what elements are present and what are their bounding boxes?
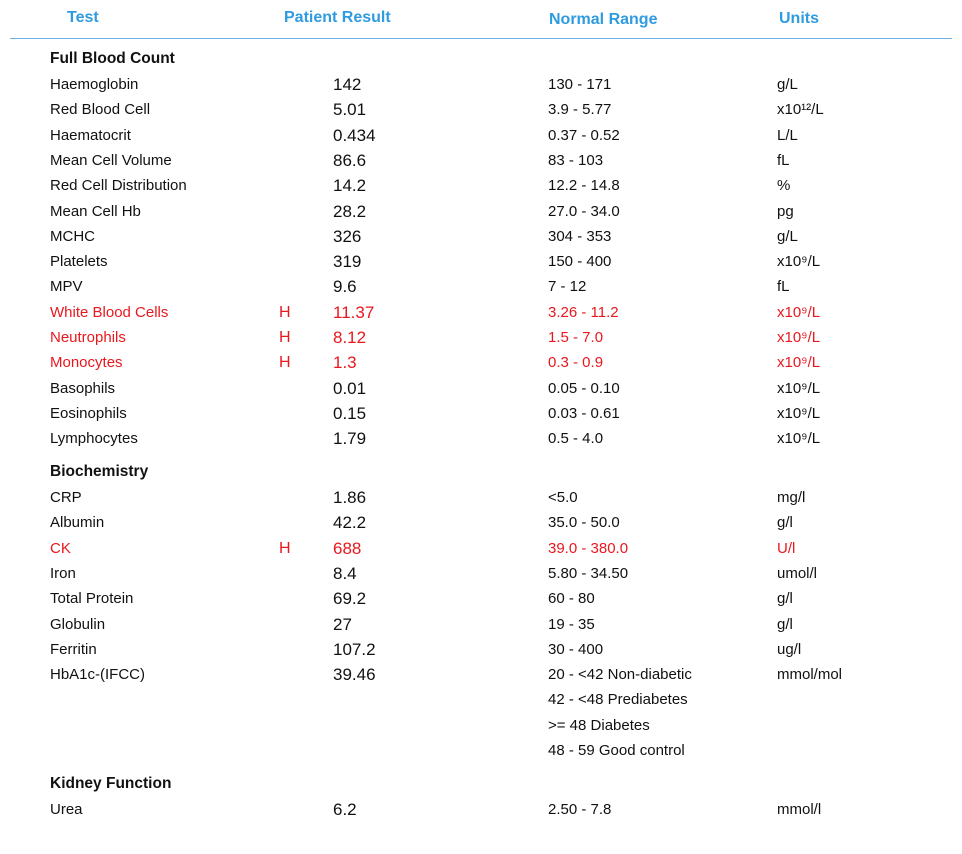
units-value: fL [777, 151, 790, 169]
test-name: Monocytes [50, 354, 123, 372]
result-row [0, 377, 962, 401]
units-value: % [777, 177, 791, 195]
normal-range-value: 7 - 12 [548, 278, 587, 296]
high-flag: H [279, 354, 291, 372]
result-row [0, 275, 962, 299]
test-name: Albumin [50, 514, 105, 532]
section-heading [0, 47, 962, 71]
patient-result-value: 326 [333, 226, 362, 246]
column-header-normal-range: Normal Range [549, 11, 658, 28]
test-name: MPV [50, 278, 83, 296]
patient-result-value: 14.2 [333, 176, 367, 196]
result-row [0, 326, 962, 350]
normal-range-value: 35.0 - 50.0 [548, 514, 620, 532]
column-header-patient-result: Patient Result [284, 9, 391, 26]
patient-result-value: 11.37 [333, 302, 375, 322]
test-name: Ferritin [50, 640, 97, 658]
patient-result-value: 0.15 [333, 403, 367, 423]
normal-range-value: 0.3 - 0.9 [548, 354, 604, 372]
units-value: g/l [777, 514, 793, 532]
patient-result-value: 9.6 [333, 277, 357, 297]
patient-result-value: 28.2 [333, 201, 367, 221]
result-row [0, 250, 962, 274]
patient-result-value: 1.3 [333, 353, 357, 373]
test-name: Urea [50, 801, 83, 818]
result-row [0, 427, 962, 451]
result-row [0, 124, 962, 148]
test-name: Mean Cell Hb [50, 202, 141, 220]
section-title: Kidney Function [50, 775, 172, 792]
result-row [0, 200, 962, 224]
normal-range-value: 19 - 35 [548, 615, 595, 633]
result-row [0, 714, 962, 738]
section-title: Full Blood Count [50, 50, 175, 67]
result-row [0, 174, 962, 198]
normal-range-value: 12.2 - 14.8 [548, 177, 620, 195]
units-value: pg [777, 202, 794, 220]
units-value: g/l [777, 590, 793, 608]
normal-range-value: 39.0 - 380.0 [548, 539, 629, 557]
normal-range-value: 130 - 171 [548, 76, 612, 93]
test-name: Total Protein [50, 590, 134, 608]
test-name: MCHC [50, 227, 95, 245]
high-flag: H [279, 539, 291, 557]
normal-range-value: 48 - 59 Good control [548, 742, 685, 759]
result-row [0, 98, 962, 122]
patient-result-value: 1.86 [333, 488, 367, 507]
normal-range-value: <5.0 [548, 489, 578, 506]
test-name: Haematocrit [50, 126, 131, 144]
normal-range-value: 5.80 - 34.50 [548, 564, 629, 582]
section-title: Biochemistry [50, 463, 149, 480]
result-row [0, 638, 962, 662]
test-name: Red Blood Cell [50, 101, 151, 119]
result-row [0, 688, 962, 712]
patient-result-value: 6.2 [333, 800, 357, 819]
units-value: mmol/l [777, 801, 822, 818]
patient-result-value: 0.01 [333, 378, 367, 398]
units-value: x10⁹/L [777, 253, 821, 271]
result-row [0, 739, 962, 763]
column-header-test: Test [67, 9, 99, 26]
test-name: Red Cell Distribution [50, 177, 187, 195]
result-row [0, 149, 962, 173]
units-value: x10⁹/L [777, 354, 821, 372]
units-value: ug/l [777, 640, 802, 658]
normal-range-value: 20 - <42 Non-diabetic [548, 666, 692, 684]
normal-range-value: 27.0 - 34.0 [548, 202, 620, 220]
normal-range-value: 304 - 353 [548, 227, 612, 245]
patient-result-value: 8.12 [333, 328, 367, 347]
test-name: Haemoglobin [50, 76, 139, 93]
normal-range-value: 3.26 - 11.2 [548, 303, 619, 321]
test-name: Lymphocytes [50, 430, 138, 448]
patient-result-value: 142 [333, 75, 362, 94]
patient-result-value: 5.01 [333, 100, 367, 120]
units-value: x10⁹/L [777, 404, 821, 422]
normal-range-value: 3.9 - 5.77 [548, 101, 612, 119]
result-row [0, 663, 962, 687]
patient-result-value: 86.6 [333, 150, 367, 170]
units-value: x10⁹/L [777, 329, 821, 346]
test-name: Mean Cell Volume [50, 151, 172, 169]
normal-range-value: 83 - 103 [548, 151, 604, 169]
patient-result-value: 319 [333, 252, 362, 272]
units-value: g/l [777, 615, 793, 633]
units-value: x10¹²/L [777, 101, 824, 119]
normal-range-value: 60 - 80 [548, 590, 595, 608]
units-value: g/L [777, 227, 798, 245]
normal-range-value: 1.5 - 7.0 [548, 329, 604, 346]
units-value: g/L [777, 76, 798, 93]
units-value: x10⁹/L [777, 379, 821, 397]
result-row [0, 301, 962, 325]
result-row [0, 587, 962, 611]
section-heading [0, 460, 962, 484]
high-flag: H [279, 303, 291, 321]
patient-result-value: 69.2 [333, 589, 367, 609]
test-name: Globulin [50, 615, 106, 633]
test-name: CK [50, 539, 71, 557]
units-value: x10⁹/L [777, 303, 821, 321]
result-row [0, 402, 962, 426]
units-value: L/L [777, 126, 798, 144]
result-row [0, 613, 962, 637]
patient-result-value: 107.2 [333, 639, 376, 659]
patient-result-value: 27 [333, 614, 352, 634]
normal-range-value: 0.5 - 4.0 [548, 430, 604, 448]
result-row [0, 486, 962, 510]
result-row [0, 798, 962, 822]
units-value: mmol/mol [777, 666, 843, 684]
normal-range-value: 2.50 - 7.8 [548, 801, 612, 818]
section-heading [0, 772, 962, 796]
test-name: Basophils [50, 379, 116, 397]
test-name: HbA1c-(IFCC) [50, 666, 146, 684]
test-name: CRP [50, 489, 82, 506]
patient-result-value: 39.46 [333, 665, 376, 685]
units-value: x10⁹/L [777, 430, 821, 448]
patient-result-value: 1.79 [333, 429, 367, 449]
result-row [0, 537, 962, 561]
normal-range-value: 42 - <48 Prediabetes [548, 691, 688, 709]
patient-result-value: 0.434 [333, 125, 376, 145]
test-name: White Blood Cells [50, 303, 169, 321]
units-value: U/l [777, 539, 796, 557]
result-row [0, 73, 962, 97]
test-name: Iron [50, 564, 76, 582]
units-value: umol/l [777, 564, 818, 582]
patient-result-value: 8.4 [333, 563, 357, 583]
units-value: mg/l [777, 489, 806, 506]
normal-range-value: 30 - 400 [548, 640, 604, 658]
result-row [0, 225, 962, 249]
units-value: fL [777, 278, 790, 296]
normal-range-value: >= 48 Diabetes [548, 716, 650, 734]
normal-range-value: 150 - 400 [548, 253, 612, 271]
test-name: Eosinophils [50, 404, 127, 422]
result-row [0, 511, 962, 535]
patient-result-value: 42.2 [333, 513, 367, 533]
test-name: Neutrophils [50, 329, 126, 346]
patient-result-value: 688 [333, 538, 362, 558]
test-name: Platelets [50, 253, 108, 271]
normal-range-value: 0.03 - 0.61 [548, 404, 620, 422]
normal-range-value: 0.37 - 0.52 [548, 126, 620, 144]
high-flag: H [279, 329, 291, 346]
normal-range-value: 0.05 - 0.10 [548, 379, 620, 397]
result-row [0, 562, 962, 586]
result-row [0, 351, 962, 375]
column-header-units: Units [779, 10, 819, 27]
